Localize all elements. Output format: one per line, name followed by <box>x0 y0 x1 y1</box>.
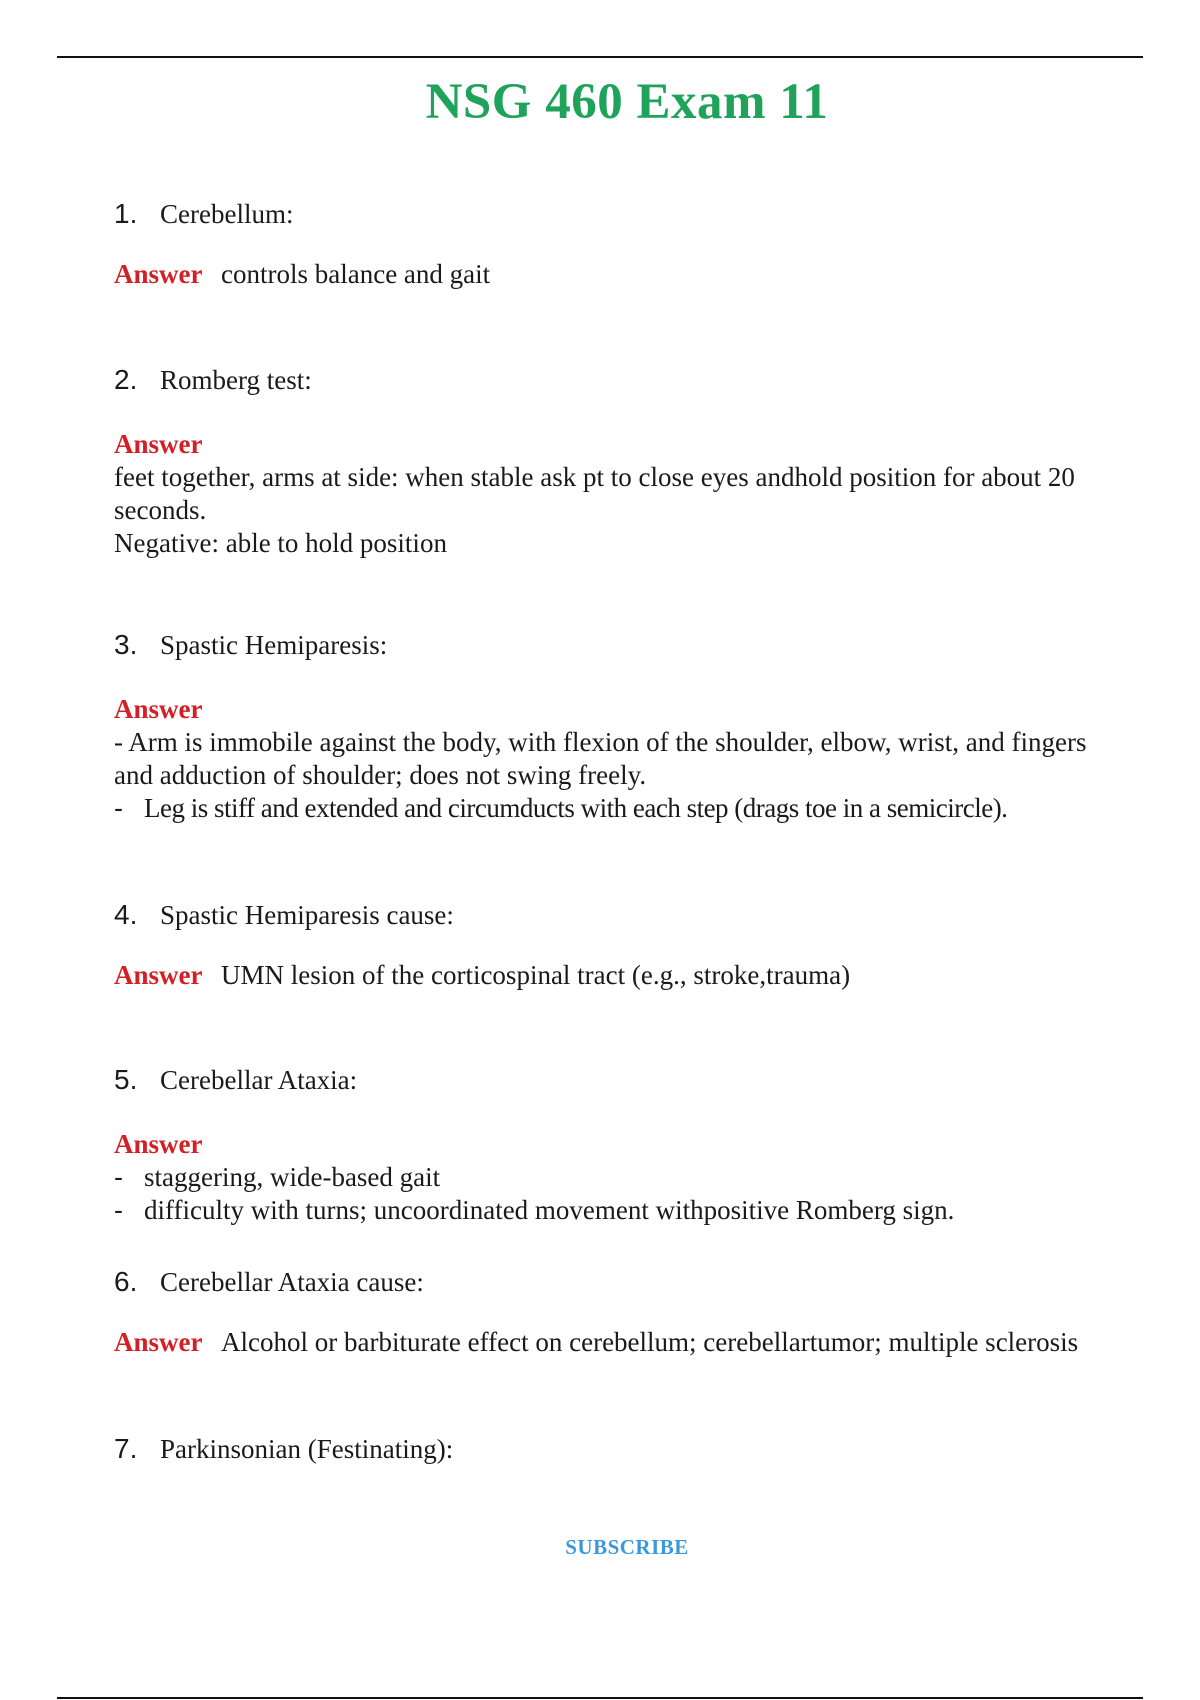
question-text: Spastic Hemiparesis: <box>160 630 388 660</box>
answer-line: and adduction of shoulder; does not swing freely. <box>114 760 647 790</box>
question-number: 2. <box>114 364 138 395</box>
top-rule <box>57 56 1143 58</box>
question-text: Romberg test: <box>160 365 312 395</box>
answer-bullet-text: Leg is stiff and extended and circumducts with each step (drags toe in a semicircle). <box>144 793 1008 823</box>
bullet-dash: - <box>114 1195 123 1225</box>
answer-line: feet together, arms at side: when stable ask pt to close eyes andhold position for about 20 <box>114 462 1075 492</box>
answer-block <box>114 1326 1134 1359</box>
question-number: 6. <box>114 1266 138 1297</box>
question-number: 1. <box>114 198 138 229</box>
answer-text: UMN lesion of the corticospinal tract (e.g., stroke,trauma) <box>221 960 851 990</box>
answer-label: Answer <box>114 259 203 289</box>
question-item-2 <box>114 362 1134 560</box>
subscribe-link[interactable]: SUBSCRIBE <box>565 1535 689 1559</box>
question-text: Cerebellar Ataxia: <box>160 1065 358 1095</box>
answer-line: seconds. <box>114 495 207 525</box>
question-text: Cerebellar Ataxia cause: <box>160 1267 424 1297</box>
answer-bullet-text: difficulty with turns; uncoordinated movement withpositive Romberg sign. <box>144 1195 955 1225</box>
question-item-3 <box>114 627 1134 825</box>
question-text: Spastic Hemiparesis cause: <box>160 900 454 930</box>
answer-text: Alcohol or barbiturate effect on cerebellum; cerebellartumor; multiple sclerosis <box>221 1327 1079 1357</box>
answer-label: Answer <box>114 1327 203 1357</box>
question-number: 3. <box>114 629 138 660</box>
answer-bullet <box>114 1194 1134 1227</box>
question-number: 4. <box>114 899 138 930</box>
question-item-5 <box>114 1062 1134 1227</box>
answer-bullet <box>114 792 1134 825</box>
answer-label: Answer <box>114 429 203 459</box>
question-row <box>114 196 1134 232</box>
question-number: 7. <box>114 1433 138 1464</box>
answer-block <box>114 428 1134 560</box>
answer-bullet <box>114 1161 1134 1194</box>
answer-line: Negative: able to hold position <box>114 528 447 558</box>
answer-block <box>114 258 1134 291</box>
bottom-rule <box>57 1697 1143 1699</box>
question-row <box>114 627 1134 663</box>
answer-label: Answer <box>114 1129 203 1159</box>
answer-bullet-text: staggering, wide-based gait <box>144 1162 441 1192</box>
question-item-6 <box>114 1264 1134 1359</box>
question-item-7 <box>114 1431 1134 1467</box>
question-row <box>114 1431 1134 1467</box>
question-row <box>114 897 1134 933</box>
question-item-1 <box>114 196 1134 291</box>
page-title: NSG 460 Exam 11 <box>425 74 829 130</box>
bullet-dash: - <box>114 793 123 823</box>
question-text: Cerebellum: <box>160 199 294 229</box>
answer-line: - Arm is immobile against the body, with flexion of the shoulder, elbow, wrist, and fingers <box>114 727 1087 757</box>
answer-label: Answer <box>114 960 203 990</box>
question-number: 5. <box>114 1064 138 1095</box>
answer-block <box>114 959 1134 992</box>
question-row <box>114 1264 1134 1300</box>
answer-label: Answer <box>114 694 203 724</box>
question-row <box>114 362 1134 398</box>
answer-text: controls balance and gait <box>221 259 491 289</box>
answer-block <box>114 1128 1134 1227</box>
question-item-4 <box>114 897 1134 992</box>
question-text: Parkinsonian (Festinating): <box>160 1434 454 1464</box>
bullet-dash: - <box>114 1162 123 1192</box>
answer-block <box>114 693 1134 825</box>
question-row <box>114 1062 1134 1098</box>
